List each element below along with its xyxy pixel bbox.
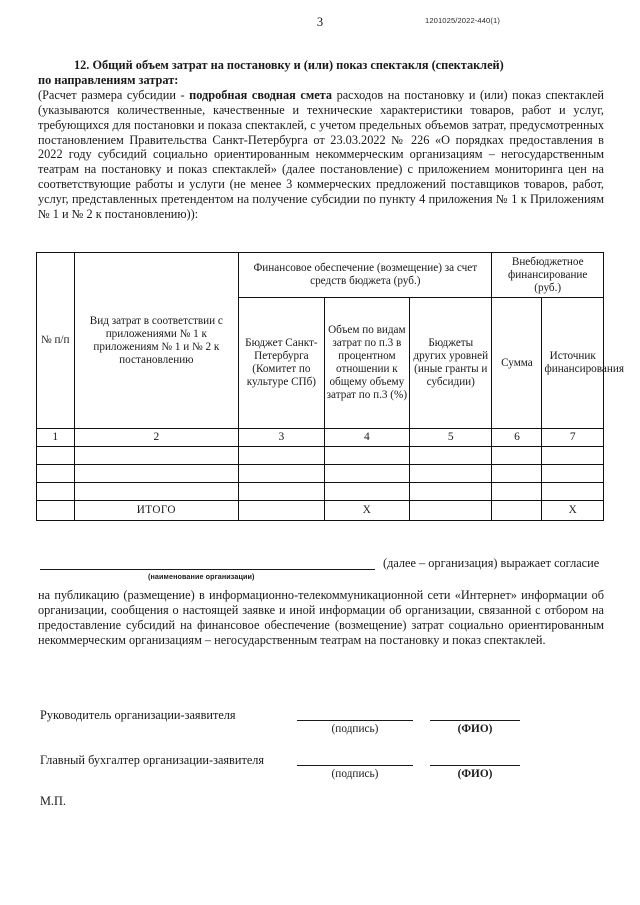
table-total-row bbox=[37, 501, 604, 521]
page-number: 3 bbox=[316, 15, 324, 29]
table-cell[interactable] bbox=[74, 483, 239, 501]
table-header-group-budget: Финансовое обеспечение (возмещение) за счет средств бюджета (руб.) bbox=[239, 253, 492, 298]
note-prefix: (Расчет размера субсидии - bbox=[38, 87, 190, 102]
table-cell[interactable] bbox=[37, 483, 75, 501]
table-header-group-row bbox=[37, 253, 604, 298]
intro-text-block bbox=[38, 58, 604, 222]
name-caption-head: (ФИО) bbox=[457, 723, 493, 735]
organization-name-row bbox=[38, 556, 604, 581]
table-cell[interactable] bbox=[239, 447, 324, 465]
table-cell[interactable] bbox=[74, 447, 239, 465]
table-cell[interactable] bbox=[324, 483, 409, 501]
page-header bbox=[0, 14, 640, 38]
organization-name-input[interactable] bbox=[40, 569, 375, 570]
signature-line-accountant[interactable] bbox=[297, 765, 413, 766]
table-header-other-budgets: Бюджеты других уровней (иные гранты и субсидии) bbox=[410, 298, 492, 429]
table-header-volume-percent: Объем по видам затрат по п.3 в процентном отношении к общему объему затрат по п.3 (%) bbox=[324, 298, 409, 429]
table-numbering-cell: 3 bbox=[239, 429, 324, 447]
signature-caption-accountant: (подпись) bbox=[331, 768, 379, 780]
table-header-kind: Вид затрат в соответствии с приложениями № 1 к приложениям № 1 и № 2 к постановлению bbox=[74, 253, 239, 429]
expenses-table bbox=[36, 252, 624, 521]
total-cell-source: X bbox=[542, 501, 604, 521]
table-row[interactable] bbox=[37, 483, 604, 501]
total-cell-label: ИТОГО bbox=[74, 501, 239, 521]
table-header-spb-budget: Бюджет Санкт-Петербурга (Комитет по культуре СПб) bbox=[239, 298, 324, 429]
table-numbering-cell: 1 bbox=[37, 429, 75, 447]
stamp-placeholder: М.П. bbox=[40, 794, 66, 808]
total-cell-budget[interactable] bbox=[239, 501, 324, 521]
section-heading-text-2: по направлениям затрат: bbox=[38, 72, 179, 87]
document-code: 1201025/2022-440(1) bbox=[425, 16, 500, 25]
note-suffix: расходов на постановку и (или) показ спектаклей (указываются количественные, качественные и технические характеристики товаров, работ и услуг, требующихся для постановки и показа спектаклей, с учетом предельных объемов затрат, предусмотренных постановлением Правительства Санкт-Петербурга от 23.03.2022 № 226 «О порядках предоставления в 2022 году субсидий социально ориентированным некоммерческим организациям – негосударственным театрам на постановку и показ спектаклей» (далее постановление) с приложением мониторинга цен на соответствующие работы и услуги (не менее 3 коммерческих предложений поставщиков товаров, работ, услуг, представленных претендентом на получение субсидии по пункту 4 приложения № 1 к Приложениям № 1 и № 2 к постановлению)): bbox=[38, 87, 604, 222]
table-cell[interactable] bbox=[324, 465, 409, 483]
signature-label-accountant: Главный бухгалтер организации-заявителя bbox=[40, 753, 265, 767]
table-cell[interactable] bbox=[239, 465, 324, 483]
table-cell[interactable] bbox=[239, 483, 324, 501]
signature-block bbox=[38, 708, 604, 808]
table-cell[interactable] bbox=[542, 447, 604, 465]
signature-line-head[interactable] bbox=[297, 720, 413, 721]
signature-label-head: Руководитель организации-заявителя bbox=[40, 708, 236, 722]
table-cell[interactable] bbox=[542, 483, 604, 501]
table-cell[interactable] bbox=[492, 465, 542, 483]
name-caption-accountant: (ФИО) bbox=[457, 768, 493, 780]
table-numbering-cell: 5 bbox=[410, 429, 492, 447]
table-header-group-extrabudget: Внебюджетное финансирование (руб.) bbox=[492, 253, 604, 298]
table-header-sum: Сумма bbox=[492, 298, 542, 429]
table-numbering-cell: 2 bbox=[74, 429, 239, 447]
signature-caption-head: (подпись) bbox=[331, 723, 379, 735]
table-row[interactable] bbox=[37, 465, 604, 483]
table-cell[interactable] bbox=[324, 447, 409, 465]
total-cell-other[interactable] bbox=[410, 501, 492, 521]
table-cell[interactable] bbox=[492, 447, 542, 465]
table-numbering-cell: 4 bbox=[324, 429, 409, 447]
total-cell-volume: X bbox=[324, 501, 409, 521]
name-line-accountant[interactable] bbox=[430, 765, 520, 766]
table-numbering-cell: 7 bbox=[542, 429, 604, 447]
name-line-head[interactable] bbox=[430, 720, 520, 721]
table-row[interactable] bbox=[37, 447, 604, 465]
table-cell[interactable] bbox=[410, 483, 492, 501]
consent-body-text: на публикацию (размещение) в информационно-телекоммуникационной сети «Интернет» информации об организации, сообщения о настоящей заявке и иной информации об организации, связанной с отбором на предоставление субсидий на финансовое обеспечение (возмещение) затрат социально ориентированным некоммерческим организациям – негосударственным театрам на постановку и показ спектаклей. bbox=[38, 588, 604, 647]
table-numbering-cell: 6 bbox=[492, 429, 542, 447]
signature-row-head bbox=[38, 708, 604, 753]
consent-body-wrap bbox=[38, 588, 604, 648]
section-note bbox=[38, 88, 604, 222]
organization-name-caption: (наименование организации) bbox=[148, 572, 255, 581]
consent-tail-text: (далее – организация) выражает согласие bbox=[383, 556, 600, 570]
note-emphasis: подробная сводная смета bbox=[189, 87, 332, 102]
table-cell[interactable] bbox=[37, 447, 75, 465]
section-heading-text: Общий объем затрат на постановку и (или) показ спектакля (спектаклей) bbox=[92, 58, 504, 72]
table-numbering-row bbox=[37, 429, 604, 447]
total-cell-number bbox=[37, 501, 75, 521]
table-cell[interactable] bbox=[542, 465, 604, 483]
total-cell-sum[interactable] bbox=[492, 501, 542, 521]
table-header-funding-source: Источник финансирования bbox=[542, 298, 604, 429]
table-cell[interactable] bbox=[410, 447, 492, 465]
table-cell[interactable] bbox=[74, 465, 239, 483]
section-heading bbox=[38, 58, 604, 88]
consent-block bbox=[38, 556, 604, 647]
table-header-number: № п/п bbox=[37, 253, 75, 429]
section-heading-number: 12. bbox=[74, 58, 90, 72]
signature-row-accountant bbox=[38, 753, 604, 798]
table-cell[interactable] bbox=[410, 465, 492, 483]
table-cell[interactable] bbox=[492, 483, 542, 501]
table-cell[interactable] bbox=[37, 465, 75, 483]
